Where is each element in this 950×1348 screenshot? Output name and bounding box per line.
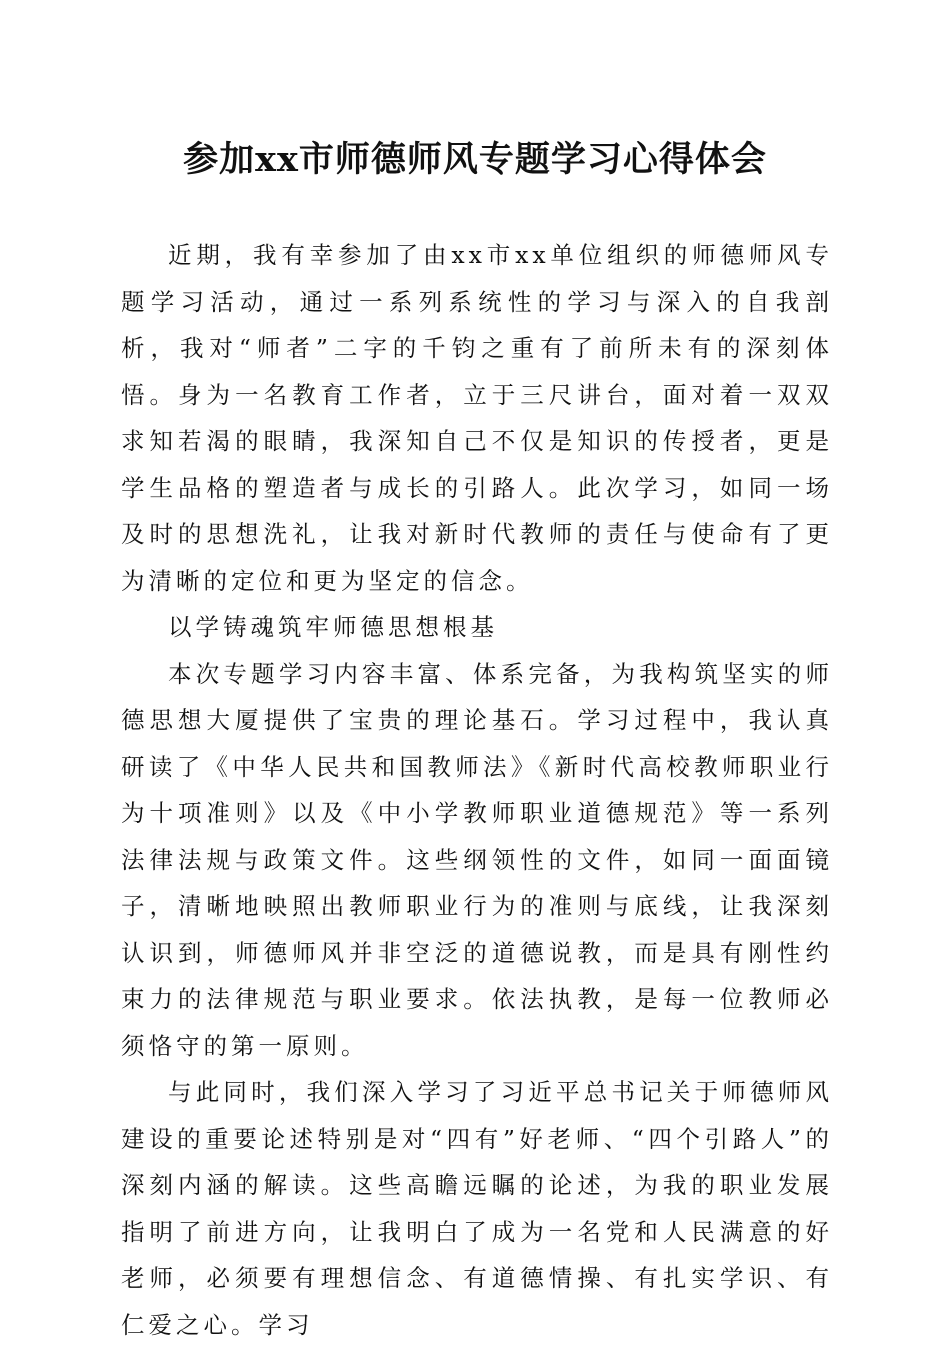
- paragraph-intro: 近期，我有幸参加了由xx市xx单位组织的师德师风专题学习活动，通过一系列系统性的学习与深入的自我剖析，我对“师者”二字的千钧之重有了前所未有的深刻体悟。身为一名教育工作者，立于三尺讲台，面对着一双双求知若渴的眼睛，我深知自己不仅是知识的传授者，更是学生品格的塑造者与成长的引路人。此次学习，如同一场及时的思想洗礼，让我对新时代教师的责任与使命有了更为清晰的定位和更为坚定的信念。: [121, 241, 833, 595]
- paragraph-important-discourse: 与此同时，我们深入学习了习近平总书记关于师德师风建设的重要论述特别是对“四有”好老师、“四个引路人”的深刻内涵的解读。这些高瞻远瞩的论述，为我的职业发展指明了前进方向，让我明白了成为一名党和人民满意的好老师，必须要有理想信念、有道德情操、有扎实学识、有仁爱之心。学习: [121, 1078, 833, 1339]
- section-heading: 以学铸魂筑牢师德思想根基: [168, 613, 498, 641]
- paragraph-study-content: 本次专题学习内容丰富、体系完备，为我构筑坚实的师德思想大厦提供了宝贵的理论基石。学习过程中，我认真研读了《中华人民共和国教师法》《新时代高校教师职业行为十项准则》以及《中小学教师职业道德规范》等一系列法律法规与政策文件。这些纲领性的文件，如同一面面镜子，清晰地映照出教师职业行为的准则与底线，让我深刻认识到，师德师风并非空泛的道德说教，而是具有刚性约束力的法律规范与职业要求。依法执教，是每一位教师必须恪守的第一原则。: [121, 659, 833, 1060]
- document-body: [121, 232, 833, 1348]
- document-title: 参加xx市师德师风专题学习心得体会: [183, 139, 767, 180]
